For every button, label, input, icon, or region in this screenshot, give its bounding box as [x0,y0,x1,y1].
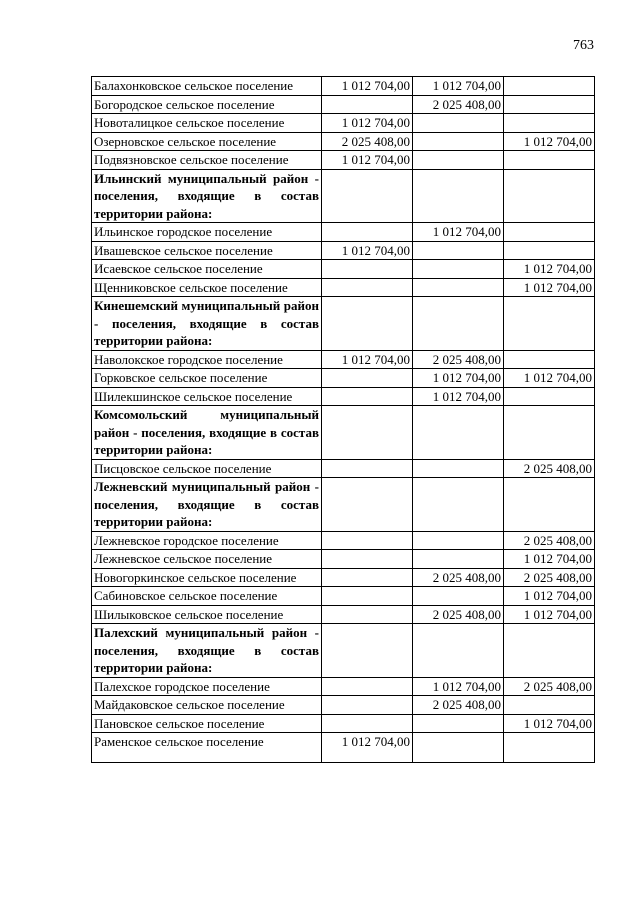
amount-col-2-cell [413,260,504,279]
amount-col-2-cell: 2 025 408,00 [413,696,504,715]
settlement-row [92,550,595,569]
amount-col-2-cell [413,733,504,763]
amount-col-1-cell [322,531,413,550]
settlement-name-cell: Ильинское городское поселение [92,223,322,242]
settlement-row [92,241,595,260]
settlement-name-cell: Новогоркинское сельское поселение [92,568,322,587]
settlement-name-cell: Лежневское городское поселение [92,531,322,550]
amount-col-1-cell [322,297,413,351]
amount-col-2-cell [413,278,504,297]
settlement-row [92,714,595,733]
settlement-name-cell: Богородское сельское поселение [92,95,322,114]
amount-col-3-cell: 1 012 704,00 [504,260,595,279]
amount-col-3-cell: 1 012 704,00 [504,369,595,388]
amount-col-1-cell [322,169,413,223]
settlement-name-cell: Пановское сельское поселение [92,714,322,733]
amount-col-1-cell [322,714,413,733]
amount-col-3-cell [504,114,595,133]
amount-col-1-cell: 1 012 704,00 [322,77,413,96]
amount-col-3-cell [504,387,595,406]
amount-col-1-cell [322,459,413,478]
amount-col-1-cell: 2 025 408,00 [322,132,413,151]
amount-col-2-cell [413,151,504,170]
amount-col-1-cell [322,568,413,587]
amount-col-2-cell [413,114,504,133]
amount-col-3-cell [504,478,595,532]
amount-col-2-cell: 2 025 408,00 [413,568,504,587]
allocation-table-body [92,77,595,763]
amount-col-3-cell [504,696,595,715]
settlement-name-cell: Горковское сельское поселение [92,369,322,388]
amount-col-3-cell [504,95,595,114]
district-header-row [92,297,595,351]
amount-col-3-cell: 2 025 408,00 [504,459,595,478]
amount-col-2-cell [413,169,504,223]
amount-col-1-cell [322,624,413,678]
settlement-name-cell: Ивашевское сельское поселение [92,241,322,260]
settlement-name-cell: Ильинский муниципальный район - поселения, входящие в состав территории района: [92,169,322,223]
settlement-name-cell: Лежневское сельское поселение [92,550,322,569]
amount-col-3-cell [504,733,595,763]
amount-col-1-cell [322,260,413,279]
amount-col-3-cell [504,77,595,96]
settlement-row [92,223,595,242]
amount-col-3-cell [504,241,595,260]
allocation-table [91,76,595,763]
amount-col-1-cell [322,696,413,715]
settlement-name-cell: Шилекшинское сельское поселение [92,387,322,406]
settlement-name-cell: Наволокское городское поселение [92,350,322,369]
amount-col-1-cell [322,406,413,460]
amount-col-2-cell: 1 012 704,00 [413,77,504,96]
settlement-row [92,677,595,696]
settlement-name-cell: Майдаковское сельское поселение [92,696,322,715]
settlement-row [92,568,595,587]
amount-col-2-cell: 1 012 704,00 [413,369,504,388]
amount-col-3-cell [504,350,595,369]
amount-col-3-cell: 1 012 704,00 [504,587,595,606]
settlement-name-cell: Кинешемский муниципальный район - поселения, входящие в состав территории района: [92,297,322,351]
district-header-row [92,406,595,460]
amount-col-2-cell [413,297,504,351]
settlement-name-cell: Комсомольский муниципальный район - поселения, входящие в состав территории района: [92,406,322,460]
amount-col-2-cell: 1 012 704,00 [413,677,504,696]
settlement-name-cell: Щенниковское сельское поселение [92,278,322,297]
amount-col-1-cell: 1 012 704,00 [322,733,413,763]
settlement-name-cell: Лежневский муниципальный район - поселения, входящие в состав территории района: [92,478,322,532]
page-number: 763 [573,38,594,53]
settlement-row [92,278,595,297]
amount-col-2-cell [413,587,504,606]
settlement-name-cell: Новоталицкое сельское поселение [92,114,322,133]
amount-col-1-cell [322,677,413,696]
amount-col-3-cell: 2 025 408,00 [504,677,595,696]
settlement-name-cell: Подвязновское сельское поселение [92,151,322,170]
settlement-name-cell: Сабиновское сельское поселение [92,587,322,606]
amount-col-1-cell [322,587,413,606]
settlement-row [92,733,595,763]
settlement-row [92,531,595,550]
settlement-name-cell: Исаевское сельское поселение [92,260,322,279]
settlement-row [92,260,595,279]
amount-col-2-cell [413,714,504,733]
district-header-row [92,478,595,532]
amount-col-2-cell [413,406,504,460]
settlement-row [92,459,595,478]
settlement-name-cell: Писцовское сельское поселение [92,459,322,478]
amount-col-3-cell [504,151,595,170]
settlement-row [92,696,595,715]
amount-col-2-cell: 1 012 704,00 [413,387,504,406]
amount-col-2-cell [413,241,504,260]
amount-col-3-cell: 1 012 704,00 [504,714,595,733]
amount-col-1-cell [322,369,413,388]
amount-col-3-cell: 2 025 408,00 [504,568,595,587]
amount-col-2-cell: 2 025 408,00 [413,605,504,624]
amount-col-3-cell: 1 012 704,00 [504,132,595,151]
settlement-row [92,77,595,96]
amount-col-2-cell: 2 025 408,00 [413,350,504,369]
amount-col-1-cell [322,387,413,406]
settlement-row [92,369,595,388]
amount-col-3-cell [504,406,595,460]
amount-col-2-cell [413,531,504,550]
district-header-row [92,624,595,678]
amount-col-3-cell: 1 012 704,00 [504,605,595,624]
amount-col-3-cell: 1 012 704,00 [504,550,595,569]
amount-col-1-cell [322,278,413,297]
settlement-name-cell: Раменское сельское поселение [92,733,322,763]
amount-col-1-cell [322,223,413,242]
settlement-row [92,114,595,133]
amount-col-1-cell: 1 012 704,00 [322,151,413,170]
amount-col-1-cell [322,605,413,624]
district-header-row [92,169,595,223]
settlement-row [92,587,595,606]
amount-col-2-cell [413,478,504,532]
settlement-row [92,350,595,369]
amount-col-3-cell: 2 025 408,00 [504,531,595,550]
amount-col-2-cell [413,550,504,569]
amount-col-3-cell: 1 012 704,00 [504,278,595,297]
settlement-name-cell: Озерновское сельское поселение [92,132,322,151]
settlement-name-cell: Балахонковское сельское поселение [92,77,322,96]
amount-col-1-cell [322,95,413,114]
amount-col-1-cell: 1 012 704,00 [322,114,413,133]
amount-col-2-cell [413,624,504,678]
settlement-name-cell: Шилыковское сельское поселение [92,605,322,624]
amount-col-2-cell [413,132,504,151]
amount-col-1-cell: 1 012 704,00 [322,350,413,369]
amount-col-1-cell [322,478,413,532]
amount-col-2-cell [413,459,504,478]
settlement-name-cell: Палехский муниципальный район - поселения, входящие в состав территории района: [92,624,322,678]
amount-col-1-cell [322,550,413,569]
amount-col-2-cell: 2 025 408,00 [413,95,504,114]
amount-col-3-cell [504,297,595,351]
amount-col-3-cell [504,223,595,242]
amount-col-1-cell: 1 012 704,00 [322,241,413,260]
settlement-row [92,132,595,151]
settlement-row [92,387,595,406]
amount-col-2-cell: 1 012 704,00 [413,223,504,242]
amount-col-3-cell [504,169,595,223]
settlement-row [92,605,595,624]
settlement-row [92,151,595,170]
settlement-name-cell: Палехское городское поселение [92,677,322,696]
amount-col-3-cell [504,624,595,678]
settlement-row [92,95,595,114]
